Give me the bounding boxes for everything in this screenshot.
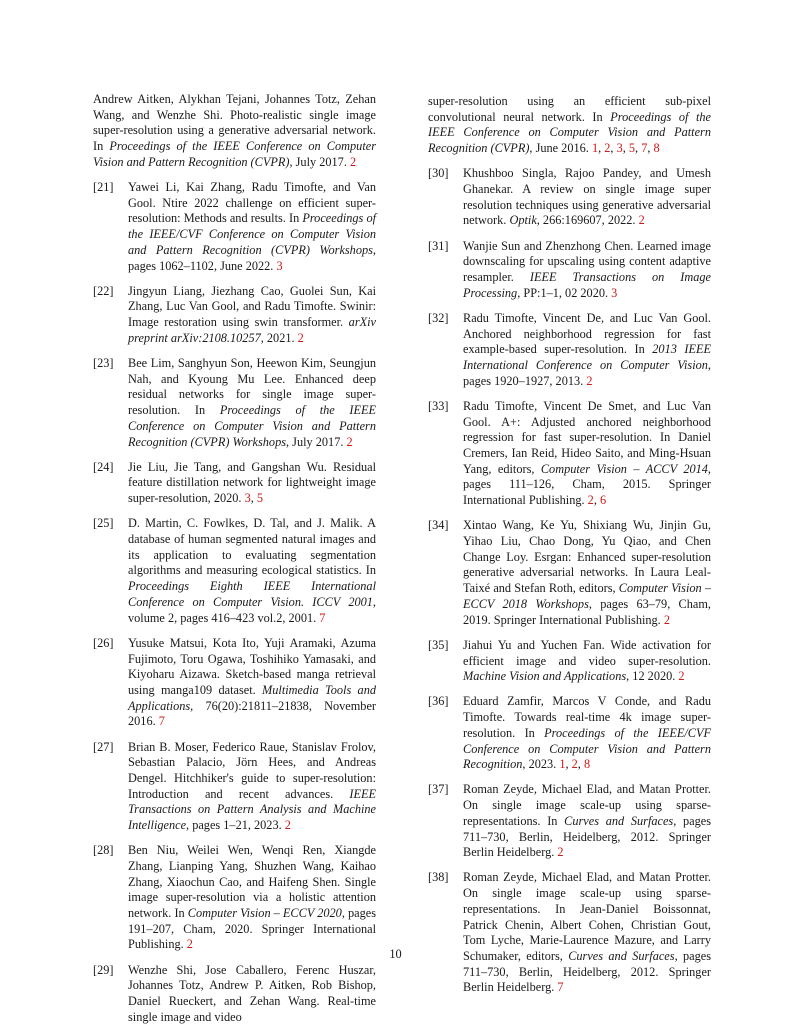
reference-text: [463, 166, 711, 229]
citation-backlink[interactable]: 2: [586, 373, 593, 388]
citation-backlink[interactable]: 2: [346, 434, 353, 449]
citation-backlink[interactable]: 6: [599, 493, 607, 508]
citation-backlink[interactable]: 2: [557, 845, 564, 860]
reference-number: [34]: [428, 518, 449, 533]
reference-segment: ,: [593, 493, 600, 508]
reference-segment: Jie Liu, Jie Tang, and Gangshan Wu. Residual feature distillation network for lightweight image super-resolution, 2020.: [128, 459, 376, 506]
reference-segment: , 2021.: [260, 330, 298, 345]
venue-title: Proceedings of the IEEE Conference on Computer Vision and Pattern Recognition (CVPR): [93, 139, 376, 169]
reference-text: [463, 638, 711, 685]
reference-entry: [428, 166, 711, 229]
citation-backlink[interactable]: 2: [638, 213, 645, 228]
reference-entry: [428, 638, 711, 685]
reference-entry: [428, 311, 711, 390]
reference-segment: ,: [647, 141, 654, 156]
reference-segment: ,: [250, 491, 257, 506]
reference-number: [32]: [428, 310, 449, 325]
reference-number: [21]: [93, 180, 114, 195]
venue-title: IEEE Transactions on Pattern Analysis and Machine Intelligence: [128, 786, 376, 833]
reference-text: [463, 239, 711, 302]
reference-text: [128, 284, 376, 347]
reference-segment: Eduard Zamfir, Marcos V Conde, and Radu Timofte. Towards real-time 4k image super-resolution. In: [463, 694, 711, 740]
venue-title: IEEE Transactions on Image Processing: [463, 270, 711, 300]
references-right-column: [428, 94, 711, 1006]
reference-text: [128, 356, 376, 450]
citation-backlink[interactable]: 8: [583, 757, 591, 772]
reference-text: [428, 94, 711, 157]
reference-segment: Yawei Li, Kai Zhang, Radu Timofte, and Van Gool. Ntire 2022 challenge on efficient super-resolution: Methods and results. In: [128, 180, 376, 226]
reference-number: [26]: [93, 635, 114, 650]
citation-backlink[interactable]: 7: [557, 980, 564, 995]
citation-backlink[interactable]: 2: [587, 493, 594, 508]
reference-segment: Jiahui Yu and Yuchen Fan. Wide activation for efficient image and video super-resolution.: [463, 637, 711, 668]
reference-entry: [93, 460, 376, 507]
reference-entry: [428, 870, 711, 996]
reference-segment: Andrew Aitken, Alykhan Tejani, Johannes Totz, Zehan Wang, and Wenzhe Shi. Photo-realistic single image super-resolution using a generative adversarial network. In: [93, 92, 376, 154]
reference-segment: , pages 1920–1927, 2013.: [463, 358, 711, 388]
reference-segment: , 12 2020.: [626, 669, 679, 684]
reference-text: [128, 843, 376, 953]
venue-title: Machine Vision and Applications: [463, 669, 627, 684]
reference-entry: [93, 636, 376, 730]
reference-segment: , pages 711–730, Berlin, Heidelberg, 2012. Springer Berlin Heidelberg.: [463, 813, 711, 860]
reference-segment: , July 2017.: [289, 154, 350, 169]
venue-title: 2013 IEEE International Conference on Computer Vision: [463, 342, 711, 373]
reference-segment: ,: [565, 757, 572, 772]
venue-title: Computer Vision – ACCV 2014: [540, 461, 708, 476]
citation-backlink[interactable]: 2: [297, 330, 304, 345]
citation-backlink[interactable]: 2: [571, 757, 578, 772]
reference-segment: , pages 1–21, 2023.: [186, 818, 285, 833]
reference-segment: Khushboo Singla, Rajoo Pandey, and Umesh Ghanekar. A review on single image super resolution techniques using generative adversarial network.: [463, 166, 711, 228]
reference-segment: , 2023.: [522, 757, 560, 772]
reference-text: [128, 180, 376, 274]
reference-segment: Wenzhe Shi, Jose Caballero, Ferenc Huszar, Johannes Totz, Andrew P. Aitken, Rob Bishop, Daniel Rueckert, and Zehan Wang. Real-time single image and video: [128, 962, 376, 1024]
citation-backlink[interactable]: 5: [628, 141, 636, 156]
reference-number: [22]: [93, 283, 114, 298]
reference-number: [27]: [93, 739, 114, 754]
reference-text: [128, 460, 376, 507]
citation-backlink[interactable]: 3: [611, 285, 618, 300]
reference-segment: Wanjie Sun and Zhenzhong Chen. Learned image downscaling for upscaling using content adaptive resampler.: [463, 238, 711, 285]
reference-entry: [428, 518, 711, 628]
reference-segment: ,: [598, 141, 605, 156]
reference-segment: Ben Niu, Weilei Wen, Wenqi Ren, Xiangde Zhang, Lianping Yang, Shuzhen Wang, Kaihao Zhang, Xiaochun Cao, and Haifeng Shen. Single image super-resolution via a holistic attention network. In: [128, 843, 376, 921]
reference-text: [128, 963, 376, 1026]
reference-segment: , pages 1062–1102, June 2022.: [128, 242, 376, 273]
reference-entry: [428, 782, 711, 861]
citation-backlink[interactable]: 8: [653, 141, 660, 156]
citation-backlink[interactable]: 2: [284, 818, 291, 833]
citation-backlink[interactable]: 1: [559, 757, 566, 772]
citation-backlink[interactable]: 5: [256, 491, 264, 506]
citation-backlink[interactable]: 7: [641, 141, 648, 156]
reference-number: [24]: [93, 459, 114, 474]
reference-segment: , pages 191–207, Cham, 2020. Springer International Publishing.: [128, 906, 376, 952]
reference-entry: [428, 399, 711, 509]
reference-number: [29]: [93, 962, 114, 977]
reference-segment: Yusuke Matsui, Kota Ito, Yuji Aramaki, Azuma Fujimoto, Toru Ogawa, Toshihiko Yamasaki, and Kiyoharu Aizawa. Sketch-based manga retrieval using manga109 dataset.: [128, 635, 376, 697]
citation-backlink[interactable]: 2: [604, 141, 611, 156]
reference-entry: [93, 963, 376, 1026]
reference-number: [36]: [428, 694, 449, 709]
reference-entry: [428, 694, 711, 773]
reference-number: [35]: [428, 637, 449, 652]
reference-segment: , pages 63–79, Cham, 2019. Springer International Publishing.: [463, 596, 711, 627]
reference-text: [463, 870, 711, 996]
reference-segment: Bee Lim, Sanghyun Son, Heewon Kim, Seungjun Nah, and Kyoung Mu Lee. Enhanced deep residual networks for single image super-resolution. In: [128, 356, 376, 418]
reference-segment: ,: [610, 141, 617, 156]
citation-backlink[interactable]: 7: [319, 610, 326, 625]
reference-text: [463, 694, 711, 773]
reference-entry: [93, 740, 376, 834]
reference-entry: [93, 356, 376, 450]
venue-title: Curves and Surfaces: [568, 948, 675, 963]
reference-number: [31]: [428, 238, 449, 253]
reference-segment: , 266:169607, 2022.: [536, 213, 639, 228]
reference-segment: D. Martin, C. Fowlkes, D. Tal, and J. Malik. A database of human segmented natural images and its application to evaluating segmentation algorithms and measuring ecological statistics. In: [128, 516, 376, 578]
citation-backlink[interactable]: 2: [186, 937, 193, 952]
reference-text: [463, 518, 711, 628]
reference-text: [128, 636, 376, 730]
venue-title: arXiv preprint arXiv:2108.10257: [128, 315, 376, 345]
reference-segment: ,: [622, 141, 629, 156]
reference-entry: [93, 843, 376, 953]
reference-segment: , volume 2, pages 416–423 vol.2, 2001.: [128, 594, 376, 625]
venue-title: Proceedings Eighth IEEE International Conference on Computer Vision. ICCV 2001: [128, 579, 376, 609]
reference-segment: Roman Zeyde, Michael Elad, and Matan Protter. On single image scale-up using sparse-representations. In: [463, 782, 711, 828]
reference-number: [37]: [428, 782, 449, 797]
reference-number: [23]: [93, 356, 114, 371]
reference-segment: Radu Timofte, Vincent De Smet, and Luc Van Gool. A+: Adjusted anchored neighborhood regression for fast super-resolution. In Daniel Cremers, Ian Reid, Hideo Saito, and Ming-Hsuan Yang, editors,: [463, 398, 711, 476]
citation-backlink[interactable]: 7: [158, 714, 165, 729]
reference-text: [463, 399, 711, 509]
reference-text: [128, 516, 376, 626]
reference-number: [33]: [428, 398, 449, 413]
venue-title: Computer Vision – ECCV 2020: [187, 906, 342, 921]
reference-text: [463, 311, 711, 390]
reference-entry: [93, 180, 376, 274]
reference-segment: , July 2017.: [286, 434, 347, 449]
reference-segment: Roman Zeyde, Michael Elad, and Matan Protter. On single image scale-up using sparse-representations. In Jean-Daniel Boissonnat, Patrick Chenin, Albert Cohen, Christian Gout, Tom Lyche, Marie-Laurence Mazure, and Larry Schumaker, editors,: [463, 870, 711, 963]
reference-segment: , pages 711–730, Berlin, Heidelberg, 2012. Springer Berlin Heidelberg.: [463, 948, 712, 995]
citation-backlink[interactable]: 1: [591, 141, 599, 156]
reference-text: [463, 782, 711, 861]
reference-segment: , pages 111–126, Cham, 2015. Springer International Publishing.: [463, 461, 711, 508]
references-left-column: [93, 92, 376, 1035]
reference-segment: Jingyun Liang, Jiezhang Cao, Guolei Sun, Kai Zhang, Luc Van Gool, and Radu Timofte. Swinir: Image restoration using swin transformer.: [128, 283, 376, 330]
reference-number: [25]: [93, 516, 114, 531]
citation-backlink[interactable]: 2: [678, 669, 685, 684]
venue-title: Computer Vision – ECCV 2018 Workshops: [463, 581, 711, 611]
reference-segment: Radu Timofte, Vincent De, and Luc Van Gool. Anchored neighborhood regression for fast example-based super-resolution. In: [463, 310, 711, 357]
reference-segment: super-resolution using an efficient sub-pixel convolutional neural network. In: [428, 94, 711, 124]
reference-continuation: [428, 94, 711, 157]
reference-entry: [428, 239, 711, 302]
citation-backlink[interactable]: 3: [244, 491, 251, 506]
citation-backlink[interactable]: 2: [663, 612, 670, 627]
reference-entry: [93, 516, 376, 626]
reference-segment: , 76(20):21811–21838, November 2016.: [128, 698, 376, 729]
page-number: 10: [389, 947, 402, 961]
venue-title: Multimedia Tools and Applications: [128, 682, 377, 713]
reference-number: [30]: [428, 166, 449, 181]
venue-title: Curves and Surfaces: [564, 813, 674, 828]
citation-backlink[interactable]: 3: [616, 141, 623, 156]
venue-title: Optik: [509, 213, 537, 228]
citation-backlink[interactable]: 2: [349, 154, 357, 169]
venue-title: Proceedings of the IEEE/CVF Conference on Computer Vision and Pattern Recognition: [463, 725, 711, 772]
reference-segment: ,: [577, 757, 584, 772]
reference-segment: ,: [635, 141, 642, 156]
reference-segment: , PP:1–1, 02 2020.: [517, 285, 612, 300]
venue-title: Proceedings of the IEEE Conference on Computer Vision and Pattern Recognition (CVPR) Workshops: [128, 403, 376, 449]
reference-text: [93, 92, 376, 171]
reference-segment: Xintao Wang, Ke Yu, Shixiang Wu, Jinjin Gu, Yihao Liu, Chao Dong, Yu Qiao, and Chen Change Loy. Esrgan: Enhanced super-resolution generative adversarial networks. In Laura Leal-Taixé and Stefan Roth, editors,: [463, 518, 711, 596]
reference-number: [28]: [93, 843, 114, 858]
venue-title: Proceedings of the IEEE Conference on Computer Vision and Pattern Recognition (CVPR): [428, 109, 711, 156]
reference-continuation: [93, 92, 376, 171]
reference-segment: Brian B. Moser, Federico Raue, Stanislav Frolov, Sebastian Palacio, Jörn Hees, and Andreas Dengel. Hitchhiker's guide to super-resolution: Introduction and recent advances.: [128, 739, 376, 801]
reference-segment: , June 2016.: [529, 141, 592, 156]
reference-number: [38]: [428, 870, 449, 885]
citation-backlink[interactable]: 3: [276, 258, 283, 273]
reference-text: [128, 740, 376, 834]
venue-title: Proceedings of the IEEE/CVF Conference on Computer Vision and Pattern Recognition (CVPR) Workshops: [128, 211, 377, 257]
reference-entry: [93, 284, 376, 347]
